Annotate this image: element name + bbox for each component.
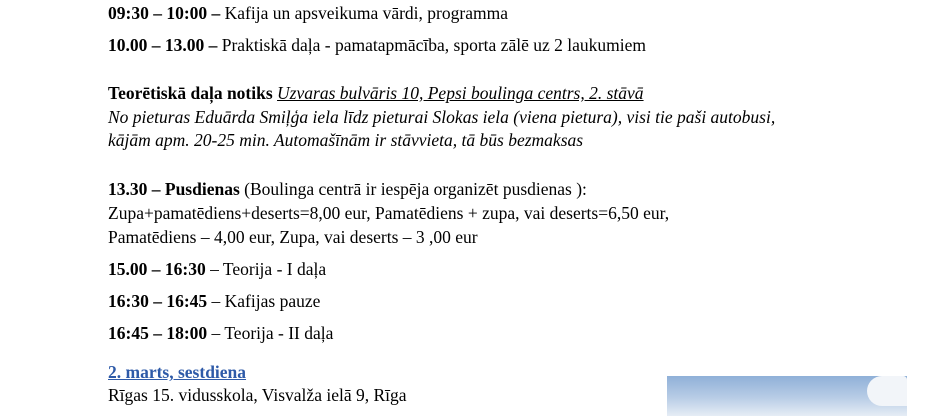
theory-directions-1: No pieturas Eduārda Smiļģa iela līdz pieturai Slokas iela (viena pietura), visi tie paši autobusi, (108, 107, 776, 127)
agenda-row-theory-2 (108, 321, 333, 345)
agenda-text: – Kafijas pauze (207, 291, 321, 311)
lunch-prices-2: Pamatēdiens – 4,00 eur, Zupa, vai deserts – 3 ,00 eur (108, 227, 478, 247)
theory-label: Teorētiskā daļa notiks (108, 83, 273, 103)
theory-location: Uzvaras bulvāris 10, Pepsi boulinga centrs, 2. stāvā (277, 83, 644, 103)
agenda-text: Kafija un apsveikuma vārdi, programma (220, 3, 508, 23)
agenda-time: 15.00 – 16:30 (108, 259, 206, 279)
agenda-text: – Teorija - I daļa (205, 259, 327, 279)
agenda-row-practice (108, 33, 646, 57)
agenda-text: – Teorija - II daļa (207, 323, 334, 343)
cloud-shape (867, 376, 907, 406)
agenda-time: 09:30 – 10:00 – (108, 3, 221, 23)
agenda-text: Praktiskā daļa - pamatapmācība, sporta zālē uz 2 laukumiem (217, 35, 646, 55)
lunch-note: (Boulinga centrā ir iespēja organizēt pusdienas ): (239, 179, 587, 199)
theory-location-line (108, 81, 644, 105)
lunch-title: 13.30 – Pusdienas (108, 179, 240, 199)
lunch-heading (108, 177, 587, 201)
venue-photo (667, 376, 907, 416)
agenda-row-coffee (108, 1, 508, 25)
agenda-row-coffee-break (108, 289, 320, 313)
agenda-time: 10.00 – 13.00 – (108, 35, 218, 55)
day2-heading-link[interactable]: 2. marts, sestdiena (108, 362, 247, 382)
agenda-time: 16:45 – 18:00 (108, 323, 208, 343)
agenda-row-theory-1 (108, 257, 326, 281)
agenda-time: 16:30 – 16:45 (108, 291, 208, 311)
lunch-prices-1: Zupa+pamatēdiens+deserts=8,00 eur, Pamatēdiens + zupa, vai deserts=6,50 eur, (108, 203, 670, 223)
day2-venue: Rīgas 15. vidusskola, Visvalža ielā 9, Rīga (108, 385, 407, 405)
theory-directions-2: kājām apm. 20-25 min. Automašīnām ir stāvvieta, tā būs bezmaksas (108, 130, 584, 150)
